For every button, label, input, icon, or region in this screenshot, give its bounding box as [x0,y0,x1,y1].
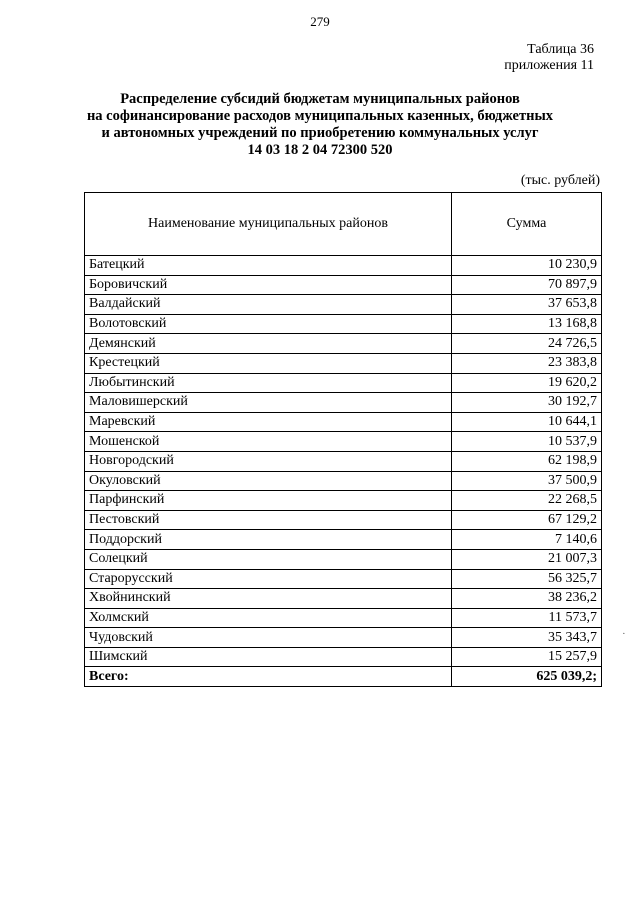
table-row [85,412,602,432]
table-row [85,530,602,550]
district-name: Хвойнинский [85,589,452,609]
district-sum: 37 500,9 [452,471,602,491]
table-row [85,647,602,667]
page-number: 279 [310,14,330,29]
header-name: Наименование муниципальных районов [85,193,452,256]
district-sum: 37 653,8 [452,295,602,315]
table-row [85,353,602,373]
table-row [85,608,602,628]
district-name: Батецкий [85,256,452,276]
district-sum: 70 897,9 [452,275,602,295]
table-row [85,589,602,609]
header-sum: Сумма [452,193,602,256]
district-sum: 19 620,2 [452,373,602,393]
district-name: Демянский [85,334,452,354]
district-sum: 56 325,7 [452,569,602,589]
units-label: (тыс. рублей) [520,173,600,188]
table-row [85,314,602,334]
district-sum: 62 198,9 [452,451,602,471]
table-row [85,510,602,530]
district-name: Волотовский [85,314,452,334]
district-name: Парфинский [85,491,452,511]
district-name: Пестовский [85,510,452,530]
district-name: Чудовский [85,628,452,648]
district-sum: 11 573,7 [452,608,602,628]
district-name: Новгородский [85,451,452,471]
total-label: Всего: [85,667,452,687]
district-name: Маловишерский [85,393,452,413]
district-name: Окуловский [85,471,452,491]
district-name: Боровичский [85,275,452,295]
district-sum: 23 383,8 [452,353,602,373]
district-sum: 10 230,9 [452,256,602,276]
table-row [85,549,602,569]
district-name: Любытинский [85,373,452,393]
total-sum: 625 039,2; [452,667,602,687]
table-row [85,471,602,491]
district-sum: 22 268,5 [452,491,602,511]
district-sum: 21 007,3 [452,549,602,569]
district-sum: 15 257,9 [452,647,602,667]
district-name: Солецкий [85,549,452,569]
title-code: 14 03 18 2 04 72300 520 [247,142,393,158]
district-sum: 10 644,1 [452,412,602,432]
table-row [85,491,602,511]
table-row [85,373,602,393]
district-sum: 10 537,9 [452,432,602,452]
title-line: Распределение субсидий бюджетам муниципальных районов [120,91,520,107]
subsidy-table [84,192,602,687]
table-row [85,393,602,413]
table-row [85,275,602,295]
district-name: Холмский [85,608,452,628]
district-sum: 67 129,2 [452,510,602,530]
district-name: Мошенской [85,432,452,452]
table-row [85,432,602,452]
table-row [85,295,602,315]
table-body [85,256,602,687]
table-row [85,628,602,648]
table-reference-line: приложения 11 [504,58,594,73]
district-sum: 7 140,6 [452,530,602,550]
district-sum: 13 168,8 [452,314,602,334]
district-name: Шимский [85,647,452,667]
title-line: и автономных учреждений по приобретению коммунальных услуг [101,125,539,141]
district-name: Старорусский [85,569,452,589]
table-row [85,256,602,276]
district-name: Крестецкий [85,353,452,373]
table-row [85,569,602,589]
district-sum: 30 192,7 [452,393,602,413]
district-name: Маревский [85,412,452,432]
title-line: на софинансирование расходов муниципальных казенных, бюджетных [86,108,554,124]
district-name: Поддорский [85,530,452,550]
table-row [85,334,602,354]
document-title [0,91,640,159]
margin-mark: · [622,628,626,640]
table-reference [504,42,594,74]
table-header-row [85,193,602,256]
table-reference-line: Таблица 36 [527,42,594,57]
total-row [85,667,602,687]
district-sum: 35 343,7 [452,628,602,648]
district-name: Валдайский [85,295,452,315]
table-row [85,451,602,471]
district-sum: 24 726,5 [452,334,602,354]
district-sum: 38 236,2 [452,589,602,609]
